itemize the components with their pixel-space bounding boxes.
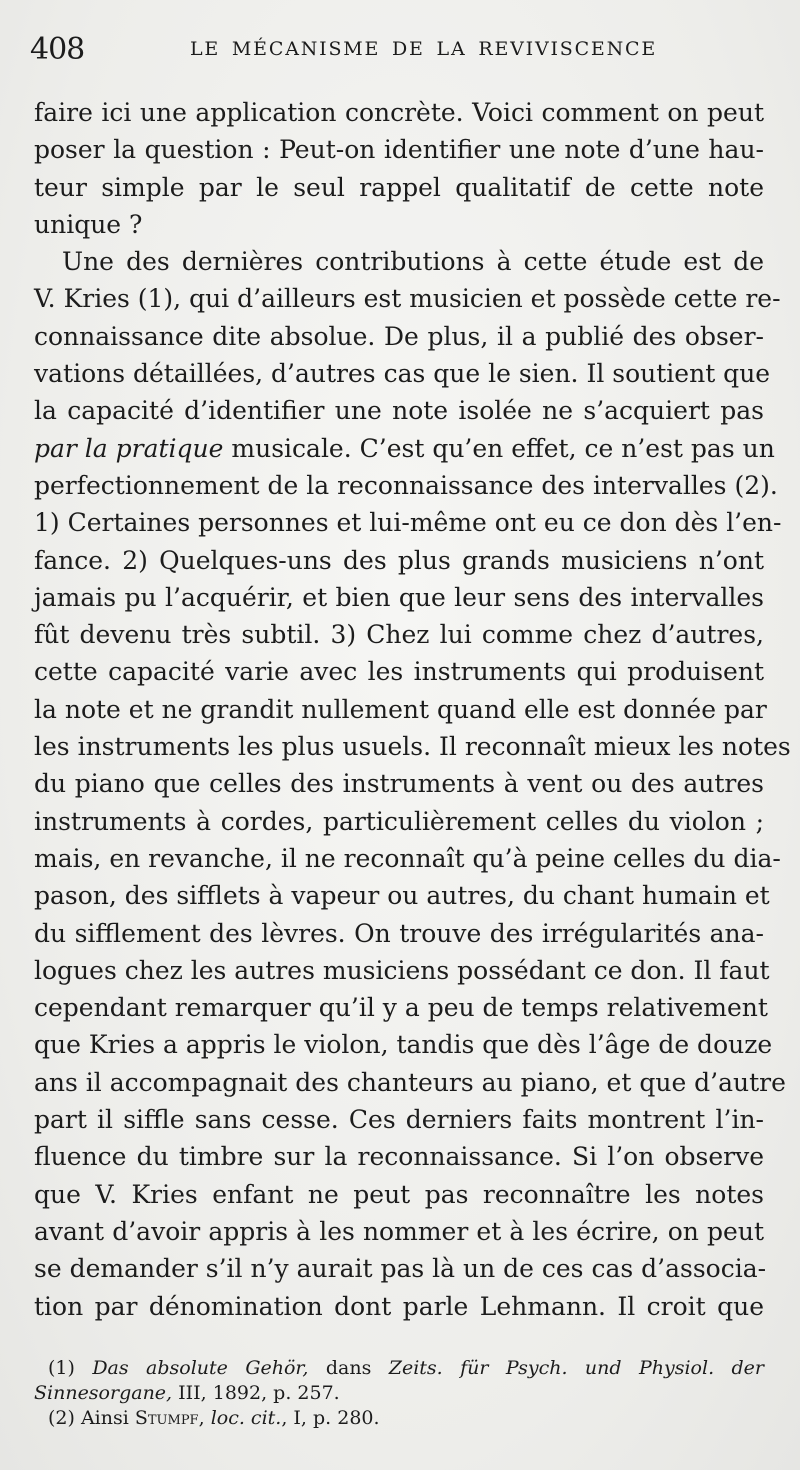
text-line: cependant remarquer qu’il y a peu de temps relativement — [34, 993, 768, 1023]
body-text — [34, 94, 791, 1325]
text-line: jamais pu l’acquérir, et bien que leur sens des intervalles — [34, 582, 764, 612]
text-line: ans il accompagnait des chanteurs au piano, et que d’autre — [34, 1067, 786, 1097]
text-fragment: III, 1892, p. 257. — [172, 1382, 340, 1404]
text-fragment: dans — [308, 1357, 389, 1379]
footnote-journal: Zeits. für Psych. und Physiol. der — [388, 1357, 765, 1379]
text-line: Une des dernières contributions à cette étude est de — [62, 247, 764, 277]
text-line: V. Kries (1), qui d’ailleurs est musicien et possède cette re- — [34, 284, 781, 314]
text-line: unique ? — [34, 209, 143, 239]
text-line: mais, en revanche, il ne reconnaît qu’à peine celles du dia- — [34, 843, 781, 873]
text-line: fût devenu très subtil. 3) Chez lui comme chez d’autres, — [34, 620, 764, 650]
text-line: du piano que celles des instruments à vent ou des autres — [34, 769, 764, 799]
text-line: du sifflement des lèvres. On trouve des irrégularités ana- — [34, 918, 764, 948]
text-line: que V. Kries enfant ne peut pas reconnaître les notes — [34, 1179, 764, 1209]
italic-phrase: par la pratique — [34, 433, 224, 463]
text-line — [34, 430, 775, 467]
footnote-marker: (1) — [48, 1357, 93, 1379]
text-line: la note et ne grandit nullement quand elle est donnée par — [34, 694, 767, 724]
footnote-author: Stumpf — [134, 1407, 199, 1429]
text-line: pason, des sifflets à vapeur ou autres, du chant humain et — [34, 881, 770, 911]
text-line: fluence du timbre sur la reconnaissance. Si l’on observe — [34, 1142, 764, 1172]
text-line: connaissance dite absolue. De plus, il a publié des obser- — [34, 321, 764, 351]
text-line: tion par dénomination dont parle Lehmann. Il croit que — [34, 1291, 764, 1321]
footnote-marker: (2) Ainsi — [48, 1407, 135, 1429]
text-line: se demander s’il n’y aurait pas là un de ces cas d’associa- — [34, 1254, 767, 1284]
footnote-journal: Sinnesorgane, — [34, 1382, 173, 1404]
text-line: fance. 2) Quelques-uns des plus grands musiciens n’ont — [34, 545, 764, 575]
text-line: perfectionnement de la reconnaissance des intervalles (2). — [34, 470, 778, 500]
running-head: LE MÉCANISME DE LA REVIVISCENCE — [190, 38, 658, 60]
footnote-title: Das absolute Gehör, — [92, 1357, 309, 1379]
text-line: teur simple par le seul rappel qualitatif de cette note — [34, 172, 764, 202]
text-line: faire ici une application concrète. Voici comment on peut — [34, 98, 764, 127]
text-line: les instruments les plus usuels. Il reconnaît mieux les notes — [34, 732, 791, 762]
footnote-2 — [34, 1406, 764, 1431]
text-line: cette capacité varie avec les instruments qui produisent — [34, 657, 764, 687]
text-line: que Kries a appris le violon, tandis que dès l’âge de douze — [34, 1030, 773, 1060]
text-line: logues chez les autres musiciens possédant ce don. Il faut — [34, 955, 770, 985]
footnote-1-continued — [34, 1381, 764, 1406]
footnote-1 — [34, 1356, 764, 1381]
text-fragment: , — [198, 1407, 211, 1429]
text-line: avant d’avoir appris à les nommer et à les écrire, on peut — [34, 1216, 764, 1246]
text-line: part il siffle sans cesse. Ces derniers faits montrent l’in- — [34, 1105, 764, 1135]
page-number: 408 — [30, 32, 85, 67]
text-line: instruments à cordes, particulièrement celles du violon ; — [34, 806, 764, 836]
text-line: poser la question : Peut-on identifier une note d’une hau- — [34, 135, 764, 165]
text-fragment: musicale. C’est qu’en effet, ce n’est pas un — [223, 433, 775, 463]
footnotes — [34, 1356, 764, 1431]
text-line: la capacité d’identifier une note isolée ne s’acquiert pas — [34, 396, 764, 426]
page-header — [30, 30, 760, 70]
text-line: 1) Certaines personnes et lui-même ont eu ce don dès l’en- — [34, 508, 782, 538]
text-line: vations détaillées, d’autres cas que le sien. Il soutient que — [34, 359, 771, 389]
text-fragment: , I, p. 280. — [281, 1407, 380, 1429]
footnote-loc: loc. cit. — [210, 1407, 282, 1429]
